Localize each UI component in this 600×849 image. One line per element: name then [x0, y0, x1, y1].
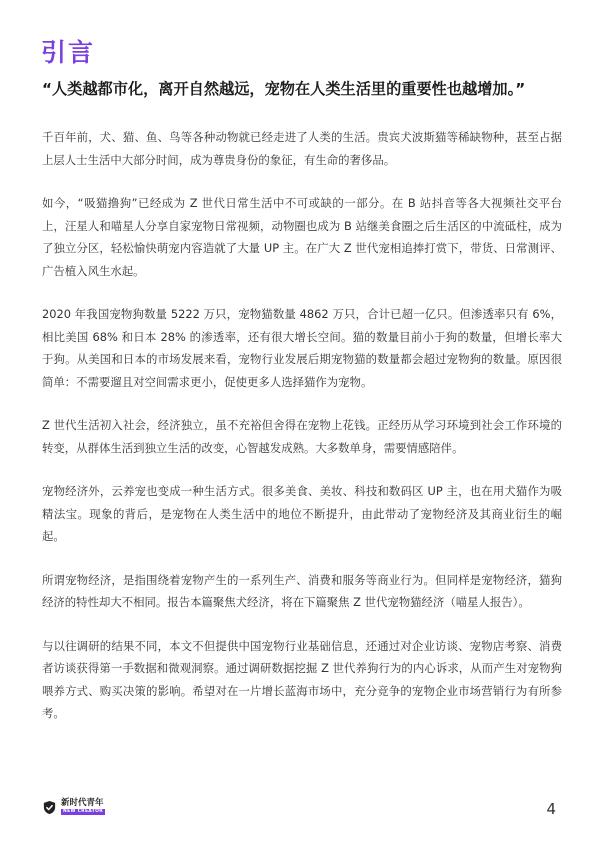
body-text — [42, 126, 562, 746]
logo-en: NEW CREATOR — [63, 808, 104, 814]
logo-text — [61, 799, 105, 815]
shield-icon — [42, 800, 57, 815]
pull-quote: “人类越都市化，离开自然越远，宠物在人类生活里的重要性也越增加。” — [42, 80, 526, 98]
paragraph: 宠物经济外，云养宠也变成一种生活方式。很多美食、美妆、科技和数码区 UP 主，也在用犬猫作为吸精法宝。现象的背后，是宠物在人类生活中的地位不断提升，由此带动了宠物经济及其商业衍生的崛起。 — [42, 484, 562, 543]
page-title: 引言 — [41, 38, 96, 67]
footer-logo — [42, 799, 105, 815]
page-number: 4 — [546, 800, 556, 818]
paragraph: Z 世代生活初入社会，经济独立，虽不充裕但舍得在宠物上花钱。正经历从学习环境到社会工作环境的转变，从群体生活到独立生活的改变，心智越发成熟。大多数单身，需要情感陪伴。 — [42, 418, 562, 455]
logo-cn: 新时代青年 — [61, 798, 104, 808]
paragraph: 如今，“吸猫撸狗”已经成为 Z 世代日常生活中不可或缺的一部分。在 B 站抖音等各大视频社交平台上，汪星人和喵星人分享自家宠物日常视频，动物圈也成为 B 站继美食圈之后生活区的中流砥柱，成为了独立分区，轻松愉快萌宠内容造就了大量 UP 主。在广大 Z 世代宠相追捧打赏下，带货、日常测评、广告植入风生水起。 — [42, 196, 562, 278]
paragraph: 与以往调研的结果不同，本文不但提供中国宠物行业基础信息，还通过对企业访谈、宠物店考察、消费者访谈获得第一手数据和微观洞察。通过调研数据挖掘 Z 世代养狗行为的内心诉求，从而产生对宠物狗喂养方式、购买决策的影响。希望对在一片增长蓝海市场中，充分竞争的宠物企业市场营销行为有所参考。 — [42, 638, 562, 720]
paragraph: 所谓宠物经济，是指围绕着宠物产生的一系列生产、消费和服务等商业行为。但同样是宠物经济，猫狗经济的特性却大不相同。报告本篇聚焦犬经济，将在下篇聚焦 Z 世代宠物猫经济（喵星人报告）。 — [42, 572, 562, 609]
paragraph: 千百年前，犬、猫、鱼、鸟等各种动物就已经走进了人类的生活。贵宾犬波斯猫等稀缺物种，甚至占据上层人士生活中大部分时间，成为尊贵身份的象征，有生命的奢侈品。 — [42, 130, 562, 167]
paragraph: 2020 年我国宠物狗数量 5222 万只，宠物猫数量 4862 万只，合计已超一亿只。但渗透率只有 6%，相比美国 68% 和日本 28% 的渗透率，还有很大增长空间。猫的数量目前小于狗的数量，但增长率大于狗。从美国和日本的市场发展来看，宠物行业发展后期宠物猫的数量都会超过宠物狗的数量。原因很简单：不需要遛且对空间需求更小，促使更多人选择猫作为宠物。 — [42, 307, 562, 389]
